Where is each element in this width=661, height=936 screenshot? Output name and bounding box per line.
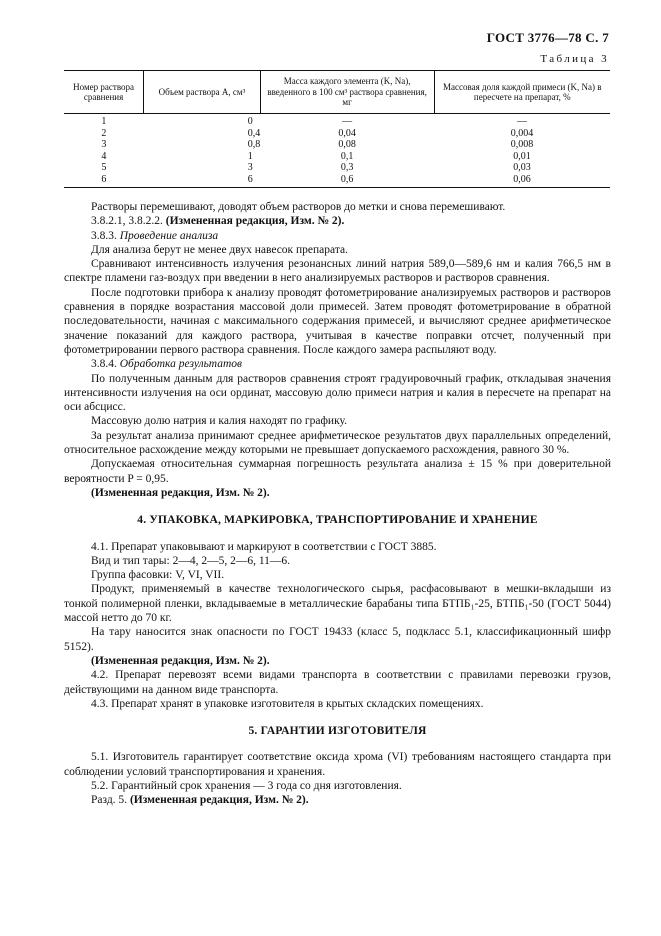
paragraph: 4.3. Препарат хранят в упаковке изготовителя в крытых складских помещениях.	[91, 697, 484, 710]
paragraph: На тару наносится знак опасности по ГОСТ 19433 (класс 5, подкласс 5.1, классификационный шифр 5152).	[64, 626, 611, 653]
subsection-title: Обработка результатов	[119, 358, 242, 371]
cell-mass: 0,6	[260, 174, 434, 187]
amendment-label: (Измененная редакция, Изм. № 2).	[165, 215, 345, 228]
paragraph: Растворы перемешивают, доводят объем растворов до метки и снова перемешивают.	[91, 201, 506, 213]
cell-fraction: 0,01	[513, 150, 531, 162]
cell-mass: 0,04	[338, 127, 356, 139]
paragraph: Вид и тип тары: 2—4, 2—5, 2—6, 11—6.	[91, 554, 291, 567]
paragraph: За результат анализа принимают среднее арифметическое результатов двух параллельных определений, относительное расхождение между которыми не превышает допускаемого расхождения, равного 30 %.	[64, 429, 611, 457]
section-heading-5: 5. ГАРАНТИИ ИЗГОТОВИТЕЛЯ	[248, 725, 427, 738]
cell-mass: —	[342, 116, 353, 127]
table-row	[64, 114, 610, 128]
paragraph: 4.2. Препарат перевозят всеми видами транспорта в соответствии с правилами перевозки грузов, действующими на данном виде транспорта.	[64, 669, 611, 696]
cell-number: 1	[101, 116, 107, 127]
paragraph: Группа фасовки: V, VI, VII.	[91, 569, 225, 582]
clause-ref: Разд. 5.	[91, 794, 128, 807]
subsection-heading	[91, 229, 611, 243]
paragraph: Допускаемая относительная суммарная погрешность результата анализа ± 15 % при доверительной вероятности P = 0,95.	[64, 458, 611, 485]
paragraph: Продукт, применяемый в качестве технологического сырья, расфасовывают в мешки-вкладыши из тонкой полимерной пленки, вкладываемые в металлические барабаны типа БТПБ₁-25, БТПБ₁-50 (ГОСТ 5044) массой нетто до 70 кг.	[64, 583, 611, 625]
cell-fraction: 0,008	[510, 139, 534, 151]
cell-number: 4	[101, 150, 107, 162]
amendment-label: (Измененная редакция, Изм. № 2).	[91, 486, 270, 499]
table-row	[64, 162, 610, 174]
cell-mass: 0,1	[340, 150, 354, 162]
clause-number: 3.8.3.	[91, 229, 117, 242]
document-body	[64, 200, 611, 808]
paragraph: 5.2. Гарантийный срок хранения — 3 года со дня изготовления.	[91, 779, 402, 792]
cell-number: 6	[64, 174, 144, 187]
cell-mass: 0,3	[340, 162, 354, 174]
cell-volume: 6	[144, 174, 261, 187]
cell-number: 5	[101, 162, 107, 174]
table-caption: Таблица 3	[540, 53, 609, 65]
subsection-title: Проведение анализа	[119, 229, 219, 242]
clause-ref: 3.8.2.1, 3.8.2.2.	[91, 215, 163, 228]
amendment-label: (Измененная редакция, Изм. № 2).	[129, 794, 309, 807]
section-heading-4: 4. УПАКОВКА, МАРКИРОВКА, ТРАНСПОРТИРОВАНИЕ И ХРАНЕНИЕ	[137, 514, 538, 527]
amendment-note	[91, 214, 611, 228]
paragraph: Массовую долю натрия и калия находят по графику.	[91, 415, 347, 428]
cell-volume: 0	[247, 116, 253, 127]
col-header-volume: Объем раствора А, см³	[144, 71, 261, 114]
table-row	[64, 174, 610, 187]
table-row	[64, 128, 610, 140]
amendment-note	[91, 793, 611, 807]
col-header-solution-number: Номер раствора сравнения	[64, 71, 144, 114]
paragraph: По полученным данным для растворов сравнения строят градуировочный график, откладывая значения интенсивности излучения на оси ординат, массовую долю примеси натрия и калия в пересчете на препарат на оси абсцисс.	[64, 372, 611, 414]
cell-mass: 0,08	[338, 139, 356, 151]
col-header-mass: Масса каждого элемента (K, Na), введенного в 100 см³ раствора сравнения, мг	[260, 71, 434, 114]
clause-number: 3.8.4.	[91, 358, 117, 371]
table-row	[64, 139, 610, 151]
cell-fraction: 0,004	[510, 127, 534, 139]
cell-volume: 3	[247, 162, 253, 174]
cell-volume: 0,8	[247, 139, 261, 151]
paragraph: Сравнивают интенсивность излучения резонансных линий натрия 589,0—589,6 нм и калия 766,5 нм в спектре пламени газ-воздух при введении в него анализируемых растворов и растворов сравнения.	[64, 258, 611, 285]
cell-number: 3	[101, 139, 107, 151]
cell-fraction: —	[517, 116, 528, 127]
paragraph: Для анализа берут не менее двух навесок препарата.	[91, 243, 348, 256]
cell-number: 2	[101, 127, 107, 139]
cell-volume: 1	[247, 150, 253, 162]
page-header: ГОСТ 3776—78 С. 7	[486, 30, 609, 45]
subsection-heading	[91, 357, 611, 371]
cell-fraction: 0,06	[434, 174, 610, 187]
paragraph: 5.1. Изготовитель гарантирует соответствие оксида хрома (VI) требованиям настоящего стандарта при соблюдении условий транспортирования и хранения.	[64, 751, 611, 778]
paragraph: 4.1. Препарат упаковывают и маркируют в соответствии с ГОСТ 3885.	[91, 540, 437, 553]
col-header-mass-fraction: Массовая доля каждой примеси (K, Na) в пересчете на препарат, %	[434, 71, 610, 114]
cell-fraction: 0,03	[513, 162, 531, 174]
paragraph: После подготовки прибора к анализу проводят фотометрирование анализируемых растворов и растворов сравнения в порядке возрастания массовой доли примесей. Затем проводят фотометрирование в обратной последовательности, начиная с максимального содержания примесей, и вычисляют среднее арифметическое значение показаний для каждого раствора, учитывая в качестве поправки отсчет, полученный при фотометрировании первого раствора сравнения. После каждого замера распыляют воду.	[64, 286, 611, 356]
table-3	[64, 70, 610, 188]
cell-volume: 0,4	[247, 127, 261, 139]
amendment-label: (Измененная редакция, Изм. № 2).	[91, 654, 270, 667]
table-row	[64, 151, 610, 163]
